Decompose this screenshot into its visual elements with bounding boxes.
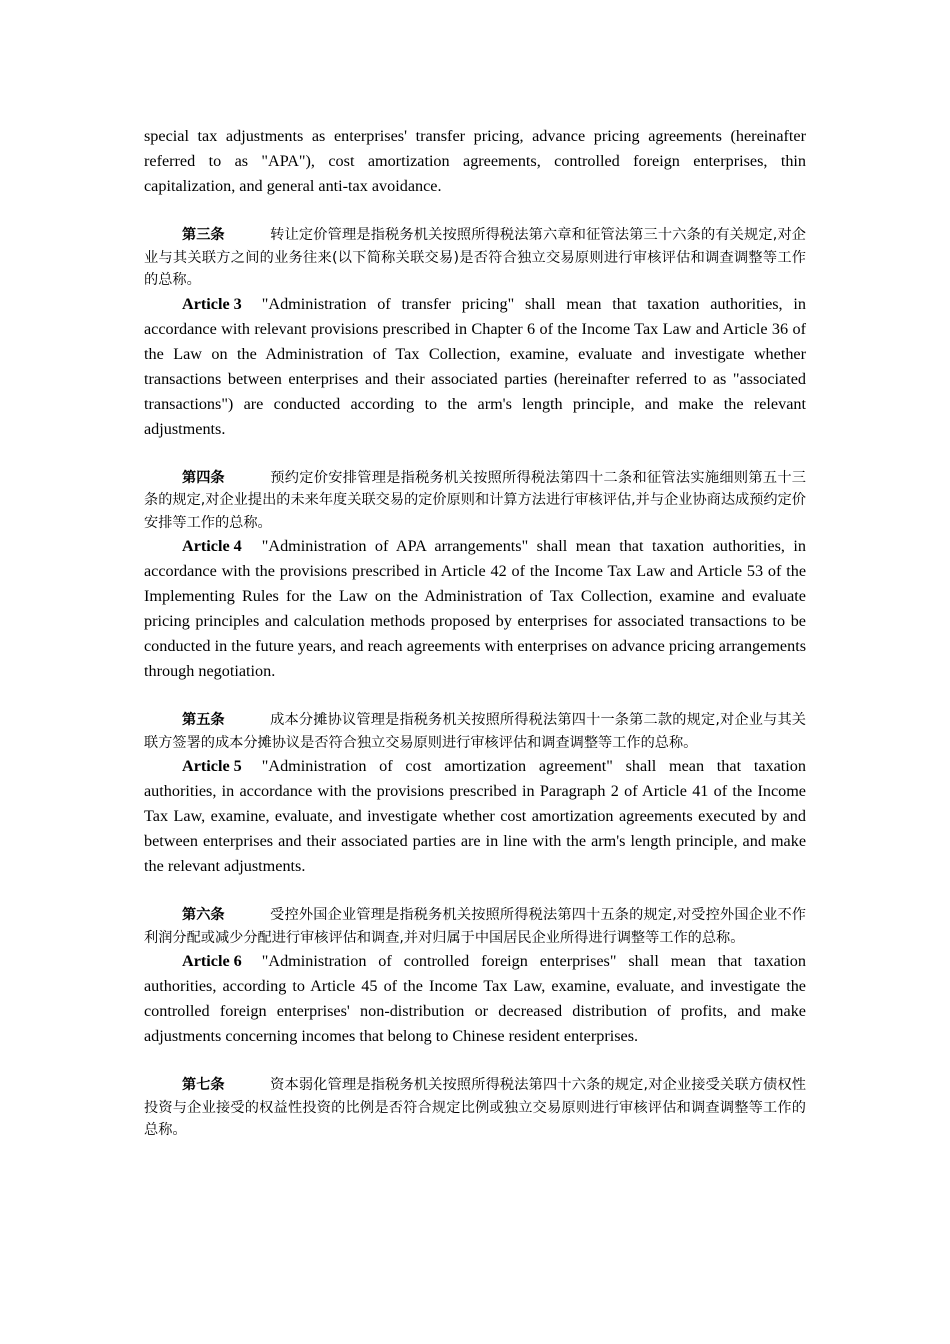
article-5-english-text: "Administration of cost amortization agreement" shall mean that taxation authorities, in accordance with the provisions prescribed in Paragraph 2 of Article 41 of the Income Tax Law, examine, evaluate, and investigate whether cost amortization agreements executed by and between enterprises and their associated parties are in line with the arm's length principle, and make the relevant adjustments. bbox=[144, 757, 806, 875]
article-3-chinese-text: 转让定价管理是指税务机关按照所得税法第六章和征管法第三十六条的有关规定,对企业与其关联方之间的业务往来(以下简称关联交易)是否符合独立交易原则进行审核评估和调查调整等工作的总称。 bbox=[144, 227, 806, 288]
article-3-chinese-heading: 第三条 bbox=[182, 227, 225, 243]
article-5-english bbox=[144, 754, 806, 879]
article-4-chinese-text: 预约定价安排管理是指税务机关按照所得税法第四十二条和征管法实施细则第五十三条的规定,对企业提出的未来年度关联交易的定价原则和计算方法进行审核评估,并与企业协商达成预约定价安排等工作的总称。 bbox=[144, 469, 806, 531]
article-6-chinese-text: 受控外国企业管理是指税务机关按照所得税法第四十五条的规定,对受控外国企业不作利润分配或减少分配进行审核评估和调查,并对归属于中国居民企业所得进行调整等工作的总称。 bbox=[144, 907, 806, 946]
article-3-english-heading: Article 3 bbox=[182, 294, 242, 313]
article-6-chinese bbox=[144, 904, 806, 949]
article-4-english-heading: Article 4 bbox=[182, 537, 242, 555]
article-3-english bbox=[144, 292, 806, 442]
article-4-chinese bbox=[144, 467, 806, 535]
article-5-chinese-heading: 第五条 bbox=[182, 712, 225, 728]
article-5-chinese bbox=[144, 709, 806, 754]
article-5-chinese-text: 成本分摊协议管理是指税务机关按照所得税法第四十一条第二款的规定,对企业与其关联方签署的成本分摊协议是否符合独立交易原则进行审核评估和调查调整等工作的总称。 bbox=[144, 712, 806, 751]
article-6-chinese-heading: 第六条 bbox=[182, 907, 225, 923]
intro-paragraph: special tax adjustments as enterprises' transfer pricing, advance pricing agreements (hereinafter referred to as "APA"), cost amortization agreements, controlled foreign enterprises, thin capitalization, and general anti-tax avoidance. bbox=[144, 127, 806, 195]
document-page bbox=[144, 124, 806, 1142]
article-7-chinese-text: 资本弱化管理是指税务机关按照所得税法第四十六条的规定,对企业接受关联方债权性投资与企业接受的权益性投资的比例是否符合规定比例或独立交易原则进行审核评估和调查调整等工作的总称。 bbox=[144, 1077, 806, 1138]
article-4-english-text: "Administration of APA arrangements" shall mean that taxation authorities, in accordance with the provisions prescribed in Article 42 of the Income Tax Law and Article 53 of the Implementing Rules for the Law on the Administration of Tax Collection, examine and evaluate pricing principles and calculation methods proposed by enterprises for associated transactions to be conducted in the future years, and reach agreements with enterprises on advance pricing arrangements through negotiation. bbox=[144, 537, 806, 680]
article-7-chinese bbox=[144, 1074, 806, 1142]
article-6-english-heading: Article 6 bbox=[182, 952, 242, 970]
article-5-english-heading: Article 5 bbox=[182, 757, 242, 775]
article-3-chinese bbox=[144, 224, 806, 292]
article-4-chinese-heading: 第四条 bbox=[182, 469, 225, 486]
article-6-english-text: "Administration of controlled foreign enterprises" shall mean that taxation authorities, according to Article 45 of the Income Tax Law, examine, evaluate, and investigate the controlled foreign enterprises' non-distribution or decreased distribution of profits, and make adjustments concerning incomes that belong to Chinese resident enterprises. bbox=[144, 952, 806, 1045]
article-7-chinese-heading: 第七条 bbox=[182, 1077, 225, 1093]
article-3-english-text: "Administration of transfer pricing" shall mean that taxation authorities, in accordance with relevant provisions prescribed in Chapter 6 of the Income Tax Law and Article 36 of the Law on the Administration of Tax Collection, examine, evaluate and investigate whether transactions between enterprises and their associated parties (hereinafter referred to as "associated transactions") are conducted according to the arm's length principle, and make the relevant adjustments. bbox=[144, 294, 806, 438]
article-6-english bbox=[144, 949, 806, 1049]
article-4-english bbox=[144, 534, 806, 684]
